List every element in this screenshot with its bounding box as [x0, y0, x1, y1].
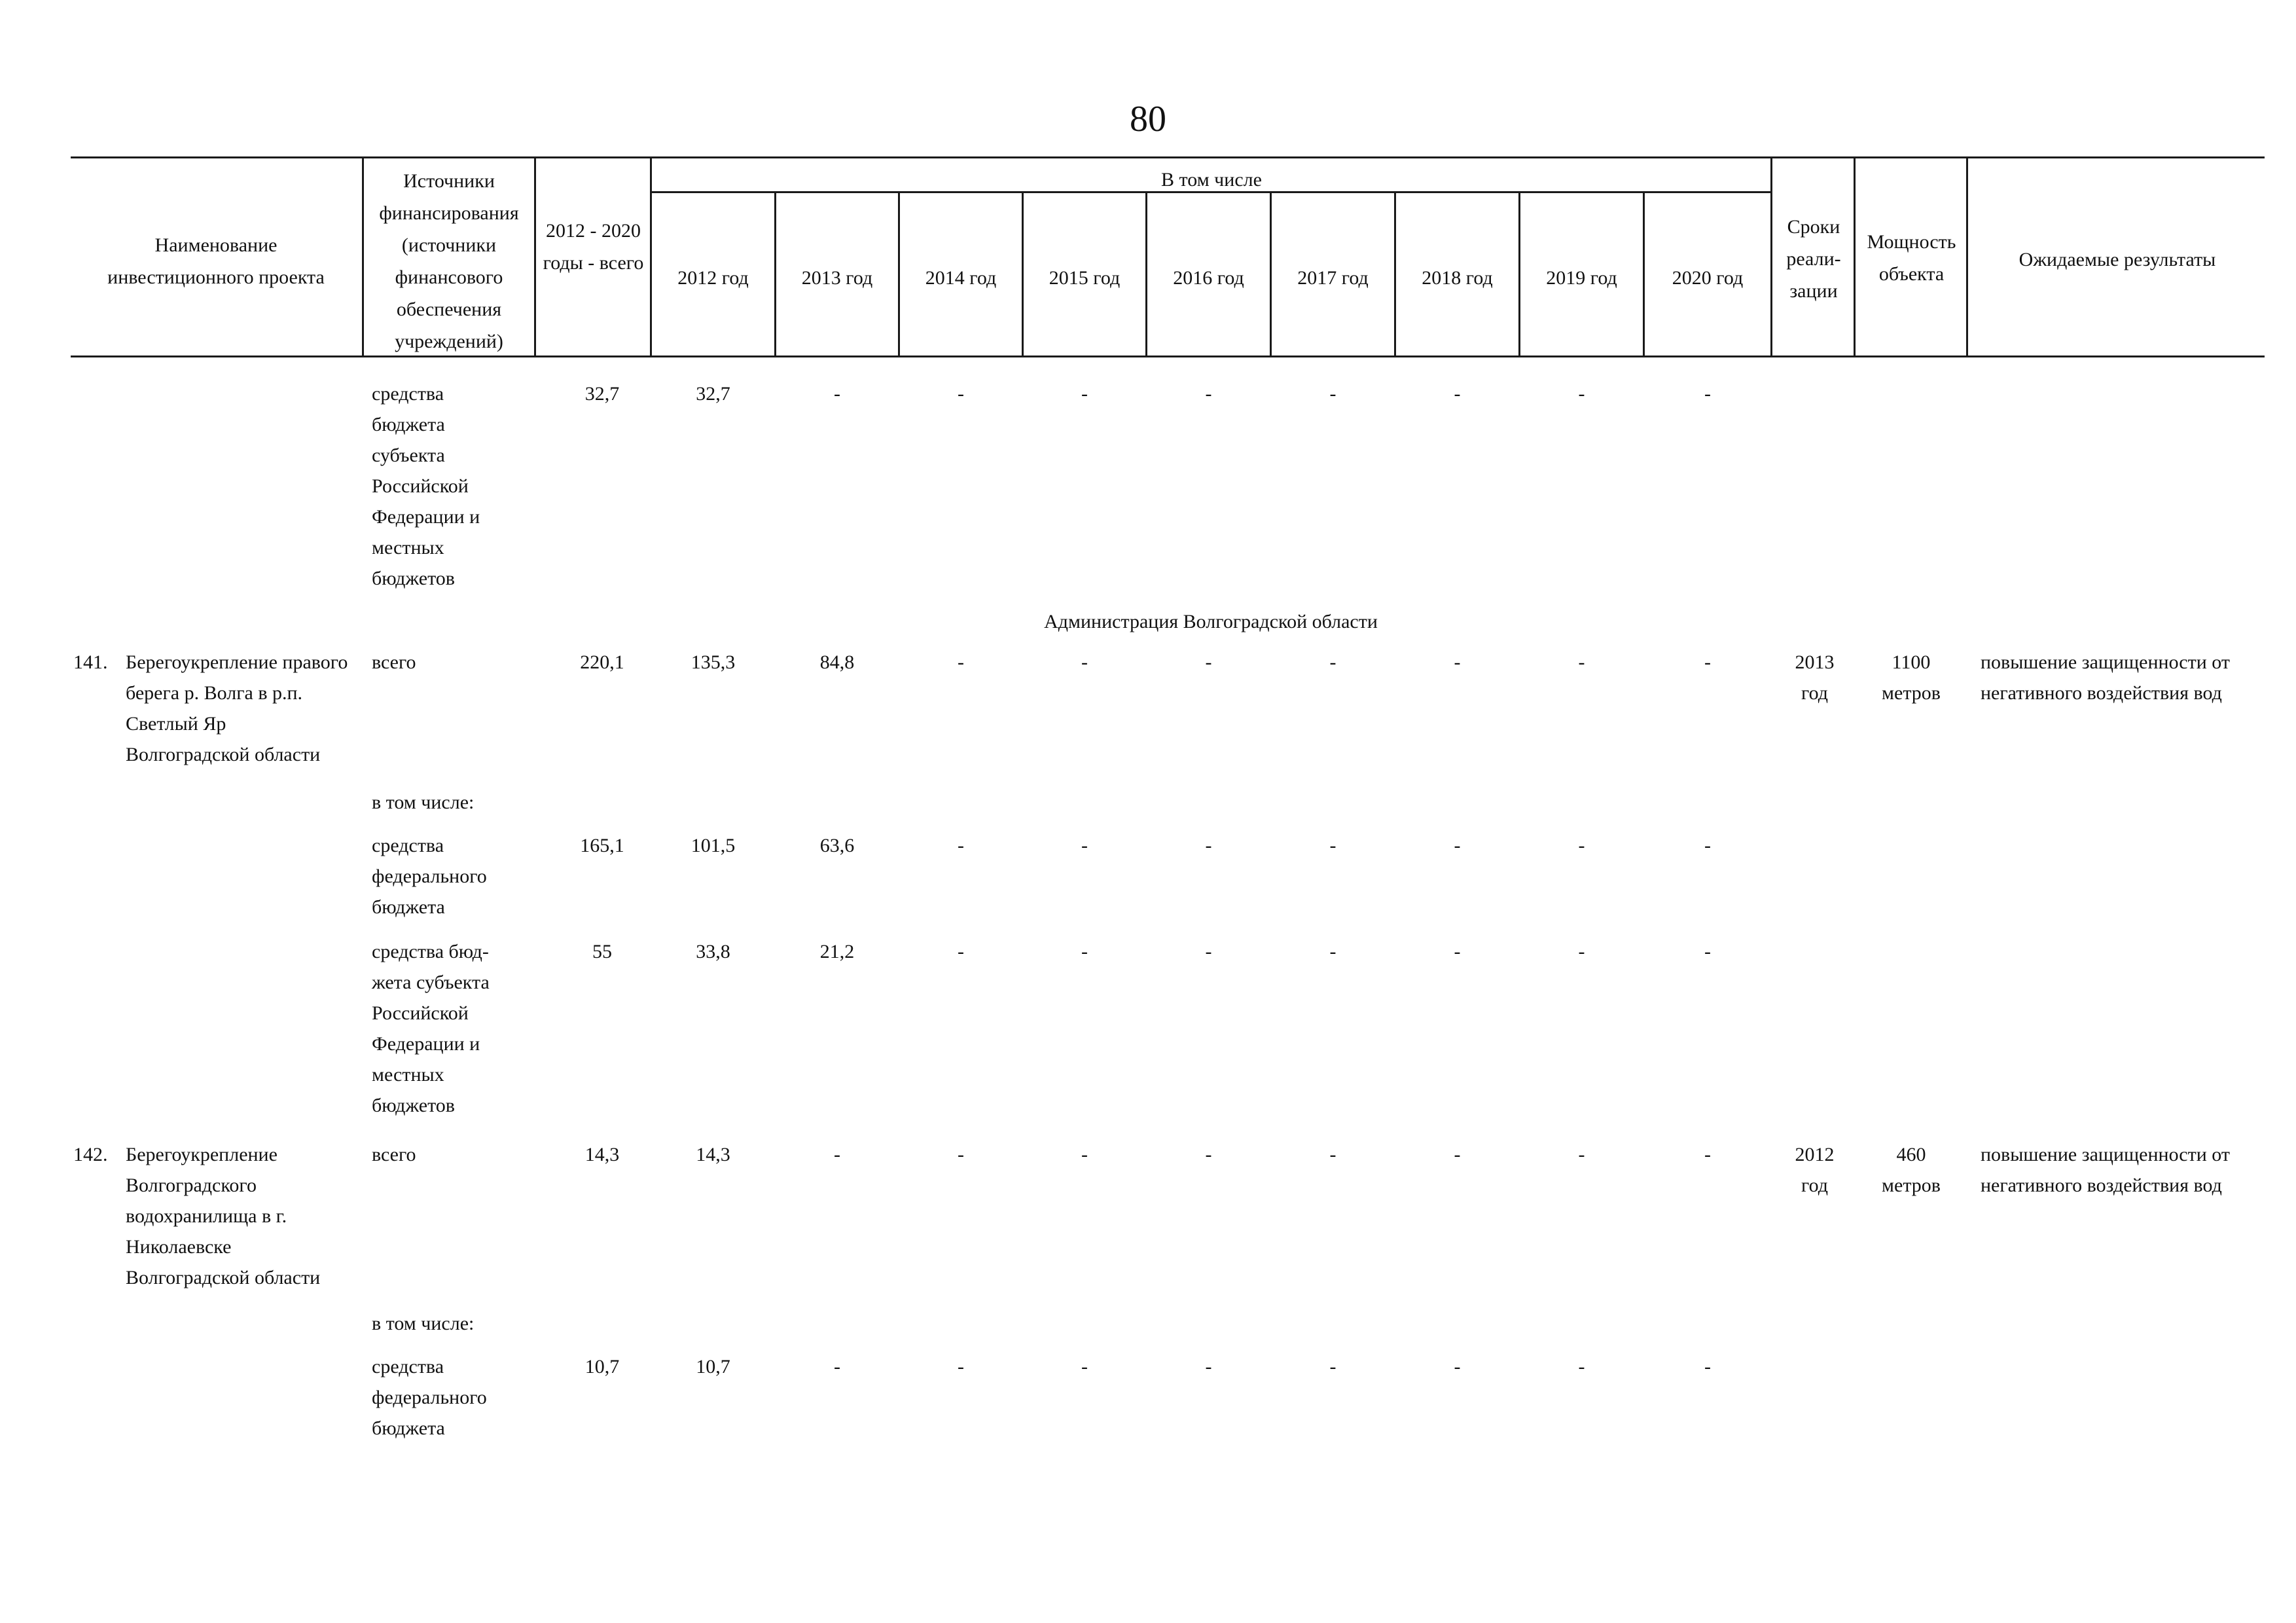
- year-value: -: [1081, 1356, 1088, 1377]
- year-value: -: [1704, 1356, 1711, 1377]
- header-year-2020: 2020 год: [1672, 267, 1744, 289]
- year-value: -: [1081, 941, 1088, 962]
- header-year-2012: 2012 год: [677, 267, 749, 289]
- table-top-rule: [71, 156, 2265, 158]
- header-including: В том числе: [1161, 169, 1262, 191]
- carryover-2014: -: [958, 383, 964, 405]
- project-term: 2012 год: [1795, 1144, 1835, 1196]
- header-total: 2012 - 2020 годы - всего: [543, 220, 644, 274]
- year-value: -: [1578, 941, 1585, 962]
- year-value: -: [1329, 1144, 1336, 1165]
- year-value: 101,5: [691, 835, 736, 856]
- header-year-2018: 2018 год: [1422, 267, 1493, 289]
- carryover-2017: -: [1329, 383, 1336, 405]
- year-value: -: [1205, 1356, 1212, 1377]
- total-value: 14,3: [584, 1144, 620, 1165]
- year-value: -: [1704, 941, 1711, 962]
- project-name: Берегоукрепление правого берега р. Волга в р.п. Светлый Яр Волгоградской области: [126, 651, 348, 765]
- source-label: всего: [372, 651, 416, 673]
- carryover-2012: 32,7: [696, 383, 730, 405]
- project-name: Берегоукрепление Волгоградского водохранилища в г. Николаевске Волгоградской области: [126, 1144, 321, 1288]
- project-number: 142.: [73, 1144, 108, 1165]
- carryover-2015: -: [1081, 383, 1088, 405]
- year-value: -: [1454, 835, 1461, 856]
- year-value: 21,2: [819, 941, 855, 962]
- project-term: 2013 год: [1795, 651, 1835, 704]
- project-number: 141.: [73, 651, 108, 673]
- year-value: 33,8: [696, 941, 730, 962]
- total-value: 165,1: [580, 835, 624, 856]
- col-divider: [1966, 157, 1968, 357]
- year-value: -: [834, 1356, 840, 1377]
- year-value: -: [1578, 835, 1585, 856]
- year-value: -: [1454, 1144, 1461, 1165]
- header-capacity: Мощность объекта: [1867, 231, 1956, 285]
- header-terms: Сроки реали- зации: [1786, 216, 1841, 302]
- year-value: -: [1454, 941, 1461, 962]
- header-year-2017: 2017 год: [1297, 267, 1369, 289]
- year-value: -: [1454, 651, 1461, 673]
- source-label: в том числе:: [372, 792, 475, 813]
- carryover-2013: -: [834, 383, 840, 405]
- header-year-2019: 2019 год: [1546, 267, 1617, 289]
- project-result: повышение защищенности от негативного воздействия вод: [1981, 1144, 2231, 1196]
- carryover-source: средства бюджета субъекта Российской Федерации и местных бюджетов: [372, 383, 480, 589]
- year-value: -: [1578, 1356, 1585, 1377]
- header-year-2014: 2014 год: [925, 267, 997, 289]
- source-label: средства федерального бюджета: [372, 1356, 487, 1439]
- source-label: в том числе:: [372, 1313, 475, 1334]
- carryover-total: 32,7: [584, 383, 620, 405]
- carryover-2019: -: [1578, 383, 1585, 405]
- carryover-2018: -: [1454, 383, 1461, 405]
- header-funding-sources: Источники финансирования (источники финансового обеспечения учреждений): [379, 170, 519, 352]
- year-value: -: [1081, 651, 1088, 673]
- year-value: -: [1081, 835, 1088, 856]
- col-divider: [1854, 157, 1856, 357]
- year-value: -: [1329, 651, 1336, 673]
- section-title: Администрация Волгоградской области: [1044, 611, 1378, 632]
- project-result: повышение защищенности от негативного воздействия вод: [1981, 651, 2231, 704]
- year-value: 63,6: [819, 835, 855, 856]
- year-value: -: [958, 651, 964, 673]
- year-value: -: [1205, 835, 1212, 856]
- year-value: 14,3: [696, 1144, 730, 1165]
- year-value: -: [958, 941, 964, 962]
- year-value: -: [1704, 1144, 1711, 1165]
- header-year-2015: 2015 год: [1049, 267, 1121, 289]
- year-value: -: [1081, 1144, 1088, 1165]
- page-number: 80: [1130, 99, 1166, 139]
- header-year-2016: 2016 год: [1173, 267, 1244, 289]
- total-value: 220,1: [580, 651, 624, 673]
- year-value: -: [1205, 941, 1212, 962]
- year-value: -: [1329, 835, 1336, 856]
- year-value: -: [834, 1144, 840, 1165]
- year-value: -: [1578, 651, 1585, 673]
- source-label: средства бюд- жета субъекта Российской Федерации и местных бюджетов: [372, 941, 490, 1116]
- year-value: -: [1329, 941, 1336, 962]
- year-value: -: [1704, 835, 1711, 856]
- carryover-2020: -: [1704, 383, 1711, 405]
- year-value: 135,3: [691, 651, 736, 673]
- header-expected-results: Ожидаемые результаты: [2018, 249, 2216, 270]
- source-label: средства федерального бюджета: [372, 835, 487, 918]
- year-value: -: [1329, 1356, 1336, 1377]
- source-label: всего: [372, 1144, 416, 1165]
- carryover-2016: -: [1205, 383, 1212, 405]
- year-value: -: [958, 1144, 964, 1165]
- year-value: -: [1205, 1144, 1212, 1165]
- year-value: -: [958, 835, 964, 856]
- year-value: -: [1578, 1144, 1585, 1165]
- header-project-name: Наименование инвестиционного проекта: [107, 234, 325, 288]
- col-divider: [534, 157, 536, 357]
- year-value: -: [958, 1356, 964, 1377]
- year-value: -: [1704, 651, 1711, 673]
- total-value: 10,7: [584, 1356, 620, 1377]
- total-value: 55: [592, 941, 612, 962]
- year-value: 10,7: [696, 1356, 730, 1377]
- header-year-2013: 2013 год: [801, 267, 873, 289]
- year-value: 84,8: [819, 651, 855, 673]
- year-value: -: [1205, 651, 1212, 673]
- year-value: -: [1454, 1356, 1461, 1377]
- project-capacity: 460 метров: [1882, 1144, 1941, 1196]
- project-capacity: 1100 метров: [1882, 651, 1941, 704]
